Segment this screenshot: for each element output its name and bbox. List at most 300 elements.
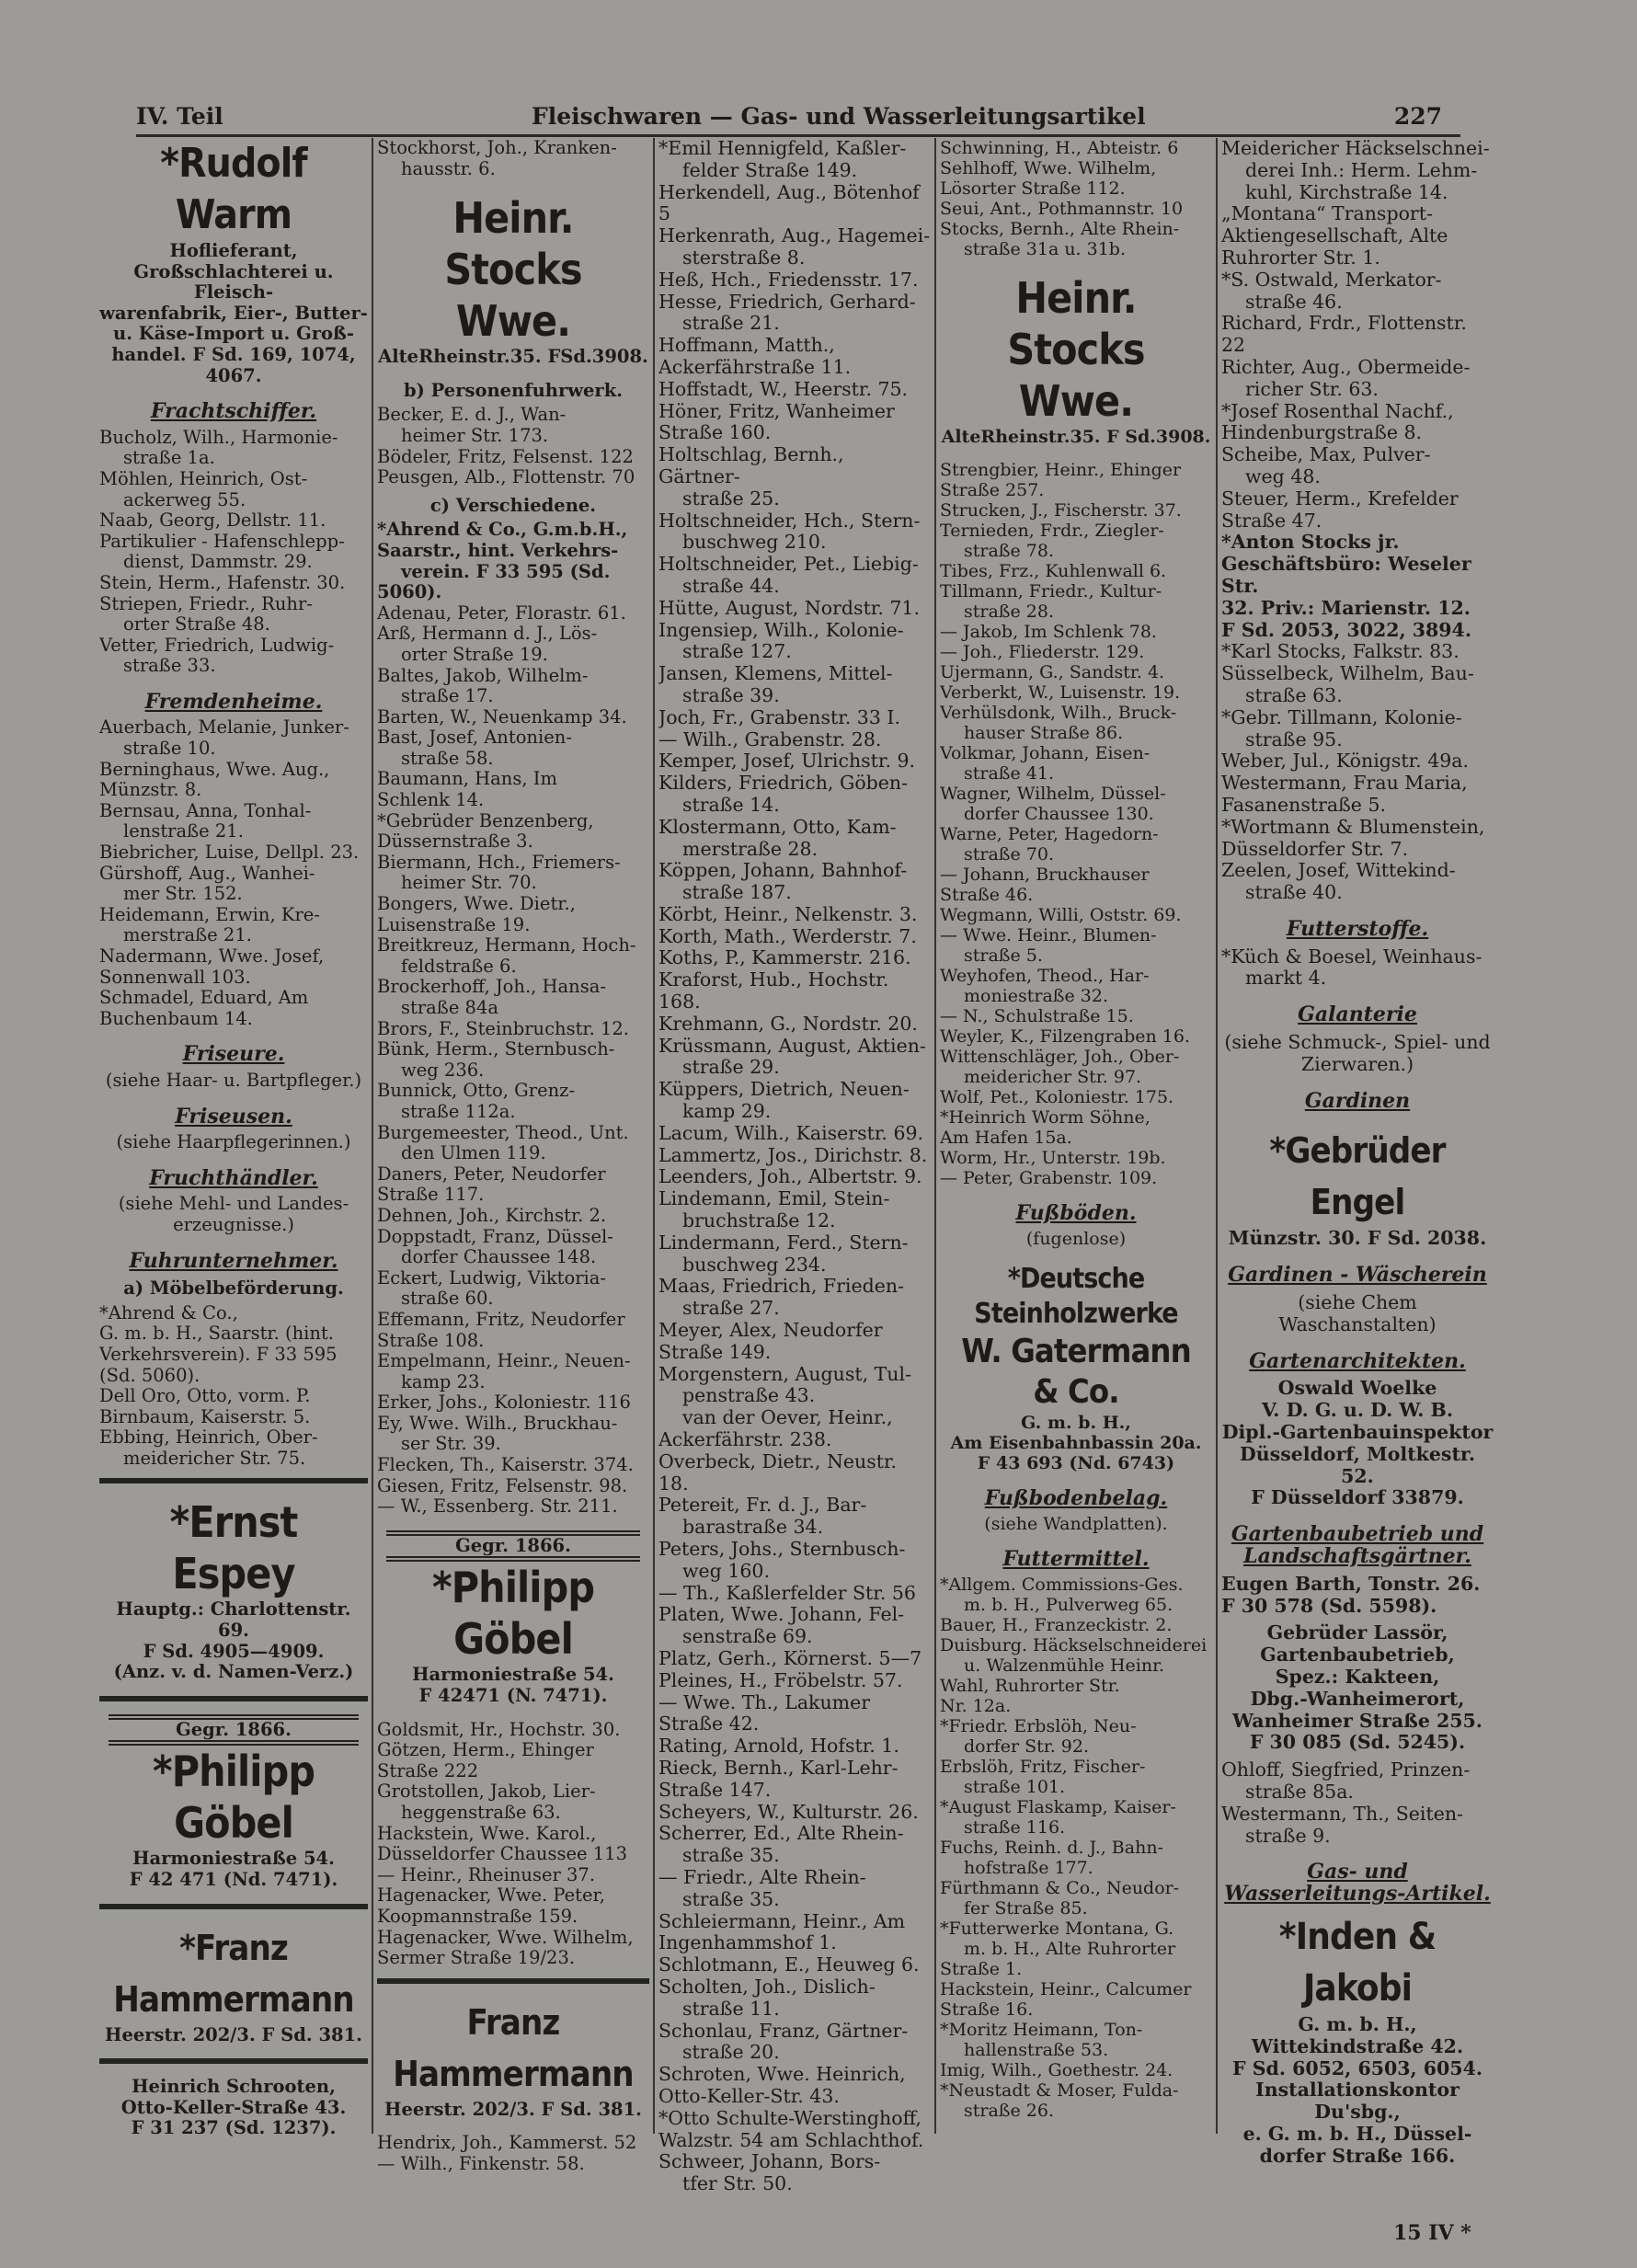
- entry-line: orter Straße 19.: [401, 643, 548, 665]
- column-rule: [934, 138, 936, 2134]
- entry-line: straße 9.: [1245, 1824, 1331, 1847]
- entry-line: — Friedr., Alte Rhein-: [658, 1865, 866, 1888]
- list-futterstoffe: [1221, 946, 1494, 991]
- entry-line: orter Straße 48.: [123, 613, 270, 636]
- column-3: [658, 138, 931, 2198]
- entry-line: straße 31a u. 31b.: [964, 239, 1127, 259]
- entry-line: Bernsau, Anna, Tonhal-: [99, 799, 312, 821]
- entry-line: Lindemann, Emil, Stein-: [658, 1187, 890, 1210]
- entry-line: Großschlachterei u. Fleisch-: [133, 260, 334, 304]
- entry-line: kuhl, Kirchstraße 14.: [1245, 180, 1448, 203]
- heading-fuhrunternehmer: Fuhrunternehmer.: [129, 1248, 338, 1273]
- entry-line: Dehnen, Joh., Kirchstr. 2.: [377, 1204, 607, 1226]
- entry-line: Götzen, Herm., Ehinger: [377, 1739, 594, 1761]
- entry-line: *Karl Stocks, Falkstr. 83.: [1221, 640, 1460, 663]
- entry-line: Erker, Johs., Koloniestr. 116: [377, 1392, 631, 1414]
- entry-line: ser Str. 39.: [401, 1433, 501, 1455]
- entry-line: Straße 46.: [940, 885, 1034, 905]
- entry-line: u. Käse-Import u. Groß-: [113, 323, 354, 345]
- entry-line: derei Inh.: Herm. Lehm-: [1245, 158, 1478, 181]
- entry-line: *S. Ostwald, Merkator-: [1221, 268, 1442, 291]
- heading-fussbodenbelag: Fußbodenbelag.: [984, 1486, 1168, 1510]
- section-label: IV. Teil: [136, 103, 223, 130]
- entry-line: dorfer Straße 166.: [1259, 2144, 1456, 2167]
- entry-line: heggenstraße 63.: [401, 1802, 561, 1823]
- entry-line: Maas, Friedrich, Frieden-: [658, 1275, 904, 1298]
- ad-title: *Ernst Espey: [169, 1497, 298, 1599]
- entry-line: Tillmann, Friedr., Kultur-: [940, 581, 1162, 601]
- entry-line: straße 101.: [964, 1777, 1066, 1797]
- entry-line: Straße 147.: [658, 1778, 772, 1801]
- entry-line: Effemann, Fritz, Neudorfer: [377, 1308, 625, 1330]
- entry-line: *August Flaskamp, Kaiser-: [940, 1797, 1176, 1817]
- entry-line: Körbt, Heinr., Nelkenstr. 3.: [658, 902, 918, 925]
- ad-woelke: [1221, 1378, 1494, 1509]
- heading-friseure: Friseure.: [182, 1042, 285, 1067]
- entry-line: — Wilh., Grabenstr. 28.: [658, 727, 882, 750]
- entry-line: verein. F 33 595 (Sd.: [401, 560, 611, 582]
- ad-schrooten: [99, 2077, 368, 2139]
- entry-line: Wanheimer Straße 255.: [1232, 1709, 1482, 1732]
- entry-line: merstraße 21.: [123, 924, 252, 946]
- entry-line: *Futterwerke Montana, G.: [940, 1919, 1174, 1939]
- entry-line: Süsselbeck, Wilhelm, Bau-: [1221, 662, 1474, 685]
- entry-line: Schleiermann, Heinr., Am: [658, 1909, 906, 1932]
- entry-line: ackerweg 55.: [123, 488, 246, 510]
- entry-line: F Sd. 6052, 6503, 6054.: [1232, 2056, 1482, 2079]
- entry-line: Lammertz, Jos., Dirichstr. 8.: [658, 1143, 928, 1166]
- entry-line: F 30 085 (Sd. 5245).: [1249, 1731, 1466, 1754]
- entry-line: straße 46.: [1245, 290, 1343, 313]
- entry-line: *Gebr. Tillmann, Kolonie-: [1221, 705, 1462, 728]
- ad-line: Heerstr. 202/3. F Sd. 381.: [105, 2023, 362, 2045]
- entry-line: Nr. 12a.: [940, 1696, 1012, 1716]
- entry-line: Aktiengesellschaft, Alte: [1221, 224, 1448, 247]
- heading-galanterie: Galanterie: [1298, 1002, 1417, 1027]
- entry-line: straße 95.: [1245, 727, 1343, 750]
- entry-line: — W., Essenberg. Str. 211.: [377, 1495, 618, 1518]
- entry-line: Buchenbaum 14.: [99, 1007, 253, 1029]
- heading-gartenarchitekten: Gartenarchitekten.: [1249, 1348, 1466, 1373]
- entry-line: Bunnick, Otto, Grenz-: [377, 1080, 576, 1102]
- entry-line: straße 1a.: [123, 447, 215, 469]
- list-more: [1221, 1759, 1494, 1847]
- entry-line: Leenders, Joh., Albertstr. 9.: [658, 1165, 922, 1188]
- heading-frachtschiffer: Frachtschiffer.: [150, 399, 317, 424]
- entry-line: Strengbier, Heinr., Ehinger: [940, 460, 1182, 480]
- entry-line: straße 25.: [682, 487, 780, 510]
- entry-line: Kilders, Friedrich, Göben-: [658, 772, 909, 795]
- entry-line: Hesse, Friedrich, Gerhard-: [658, 290, 916, 313]
- entry-ahrend: [377, 520, 649, 602]
- entry-line: — Wwe. Th., Lakumer: [658, 1690, 871, 1713]
- entry-line: lenstraße 21.: [123, 820, 244, 842]
- ad-inden-jakobi: [1221, 1911, 1494, 2168]
- heading-gas-wasser: Gas- und Wasserleitungs-Artikel.: [1224, 1860, 1491, 1907]
- entry-line: Baltes, Jakob, Wilhelm-: [377, 664, 589, 686]
- ad-franz-hammermann: [99, 1922, 368, 2046]
- entry-line: fer Straße 85.: [964, 1898, 1088, 1919]
- entry-line: Bucholz, Wilh., Harmonie-: [99, 426, 338, 448]
- entry-line: Straße 16.: [940, 1999, 1034, 2020]
- entry-line: weg 48.: [1245, 464, 1321, 487]
- entry-line: Otto-Keller-Str. 43.: [658, 2084, 840, 2107]
- entry-line: Sermer Straße 19/23.: [377, 1947, 576, 1969]
- column-1: [99, 138, 368, 2198]
- entry-line: straße 11.: [682, 1997, 780, 2020]
- list-after: [377, 1720, 649, 1969]
- entry-line: sterstraße 8.: [682, 246, 806, 269]
- entry-line: Empelmann, Heinr., Neuen-: [377, 1350, 631, 1372]
- page-number: 227: [1393, 103, 1442, 130]
- entry-line: Harmoniestraße 54.: [132, 1848, 335, 1870]
- entry-line: straße 44.: [682, 574, 780, 597]
- entry-line: Straße 117.: [377, 1184, 485, 1206]
- ad-lines: [1221, 2014, 1494, 2168]
- entry-line: Eckert, Ludwig, Viktoria-: [377, 1266, 607, 1289]
- entry-line: Koopmannstraße 159.: [377, 1905, 578, 1927]
- entry-line: Vetter, Friedrich, Ludwig-: [99, 634, 335, 656]
- entry-line: Straße 222: [377, 1759, 479, 1781]
- entry-line: Heidemann, Erwin, Kre-: [99, 903, 320, 925]
- entry-line: Tibes, Frz., Kuhlenwall 6.: [940, 561, 1167, 581]
- entry-line: Holtschneider, Pet., Liebig-: [658, 553, 919, 576]
- entry-line: Otto-Keller-Straße 43.: [120, 2096, 347, 2118]
- entry-line: Straße 1.: [940, 1959, 1023, 1979]
- entry-line: straße 84a: [401, 997, 498, 1018]
- entry-line: Am Eisenbahnbassin 20a.: [950, 1433, 1202, 1453]
- entry-line: Düsseldorfer Str. 7.: [1221, 837, 1409, 860]
- entry-line: barastraße 34.: [682, 1516, 824, 1539]
- entry-line: van der Oever, Heinr.,: [682, 1406, 893, 1429]
- entry-line: Eugen Barth, Tonstr. 26.: [1221, 1572, 1481, 1595]
- note-gardinen-waescherei: (siehe Chem Waschanstalten): [1278, 1291, 1437, 1335]
- entry-line: Biebricher, Luise, Dellpl. 23.: [99, 842, 360, 864]
- entry-line: Jansen, Klemens, Mittel-: [658, 662, 893, 685]
- divider: [99, 2058, 368, 2064]
- entry-line: *Emil Hennigfeld, Kaßler-: [658, 138, 907, 159]
- entry-line: *Anton Stocks jr.: [1221, 531, 1400, 554]
- footer-signature: 15 IV *: [1393, 2221, 1471, 2245]
- entry-line: Worm, Hr., Unterstr. 19b.: [940, 1148, 1166, 1168]
- entry-line: straße 85a.: [1245, 1781, 1354, 1803]
- note-fussbodenbelag: (siehe Wandplatten).: [984, 1514, 1168, 1534]
- entry-line: Petereit, Fr. d. J., Bar-: [658, 1494, 867, 1517]
- ad-lines: [1221, 1622, 1494, 1754]
- entry-line: F 42471 (N. 7471).: [418, 1685, 608, 1707]
- entry-line: Steuer, Herm., Krefelder: [1221, 487, 1459, 510]
- ad-lines: [377, 1665, 649, 1706]
- entry-line: Verberkt, W., Luisenstr. 19.: [940, 682, 1181, 703]
- entry-line: Herkendell, Aug., Bötenhof 5: [658, 180, 920, 225]
- entry-line: *Otto Schulte-Werstinghoff,: [658, 2106, 922, 2129]
- entry-line: Ruhrorter Str. 1.: [1221, 246, 1380, 269]
- entry-line: Ey, Wwe. Wilh., Bruckhau-: [377, 1412, 618, 1434]
- entry-line: dorfer Chaussee 148.: [401, 1246, 597, 1268]
- ad-title: *Gebrüder Engel: [1269, 1130, 1446, 1223]
- entry-line: Heß, Hch., Friedensstr. 17.: [658, 268, 919, 291]
- entry-line: kamp 29.: [682, 1100, 772, 1123]
- ad-founded: Gegr. 1866.: [386, 1530, 640, 1563]
- entry-line: 5060).: [377, 581, 442, 603]
- entry-line: straße 33.: [123, 655, 216, 677]
- entry-line: Wolf, Pet., Koloniestr. 175.: [940, 1087, 1174, 1107]
- ad-title: *Rudolf Warm: [160, 140, 307, 238]
- entry-line: Koths, P., Kammerstr. 216.: [658, 946, 911, 969]
- entry-line: Biermann, Hch., Friemers-: [377, 851, 621, 873]
- entry-line: F 42 471 (Nd. 7471).: [129, 1869, 338, 1891]
- entry-line: Ingensiep, Wilh., Kolonie-: [658, 618, 904, 641]
- entry-line: F Sd. 4905—4909.: [143, 1640, 325, 1662]
- entry-line: buschweg 210.: [682, 531, 827, 554]
- entry-line: Strucken, J., Fischerstr. 37.: [940, 500, 1182, 521]
- entry-line: *Ahrend & Co., G.m.b.H.,: [377, 519, 628, 541]
- entry-line: heimer Str. 173.: [401, 424, 549, 446]
- divider: [377, 1978, 649, 1984]
- entry-line: straße 10.: [123, 738, 216, 760]
- entry-line: Daners, Peter, Neudorfer: [377, 1163, 606, 1185]
- entry-line: Hendrix, Joh., Kammerst. 52: [377, 2132, 637, 2154]
- entry-line: Ujermann, G., Sandstr. 4.: [940, 662, 1165, 682]
- column-2: [377, 138, 649, 2198]
- ad-lines: [1221, 1378, 1494, 1509]
- entry-line: 4067.: [205, 364, 262, 386]
- entry-line: straße 187.: [682, 881, 792, 904]
- ad-title: *Franz Hammermann: [113, 1927, 354, 2020]
- entry-line: Hagenacker, Wwe. Wilhelm,: [377, 1926, 634, 1948]
- list-top: [1221, 138, 1494, 532]
- entry-line: straße 63.: [1245, 683, 1343, 706]
- entry-line: feldstraße 6.: [401, 955, 517, 977]
- entry-line: Striepen, Friedr., Ruhr-: [99, 592, 313, 614]
- heading-futtermittel: Futtermittel.: [1002, 1547, 1150, 1571]
- ad-lines: [99, 1599, 368, 1682]
- entry-line: dienst, Dammstr. 29.: [123, 551, 313, 573]
- entry-line: Peusgen, Alb., Flottenstr. 70: [377, 466, 635, 488]
- ad-franz-hammermann-2: [377, 1997, 649, 2121]
- entry-line: straße 58.: [401, 747, 494, 769]
- entry-line: Rating, Arnold, Hofstr. 1.: [658, 1735, 899, 1758]
- entry-line: Wegmann, Willi, Oststr. 69.: [940, 905, 1182, 925]
- entry-line: Stockhorst, Joh., Kranken-: [377, 138, 617, 158]
- note-fussboeden: (fugenlose): [1025, 1229, 1127, 1249]
- entry-line: Grotstollen, Jakob, Lier-: [377, 1781, 596, 1803]
- entry-line: m. b. H., Alte Ruhrorter: [964, 1939, 1176, 1959]
- ad-lines: [940, 1413, 1212, 1473]
- entry-line: Straße 42.: [658, 1712, 760, 1735]
- entry-line: straße 29.: [682, 1056, 780, 1079]
- entry-line: Meyer, Alex, Neudorfer: [658, 1319, 883, 1342]
- entry-line: *Friedr. Erbslöh, Neu-: [940, 1716, 1137, 1736]
- entry-line: Auerbach, Melanie, Junker-: [99, 716, 349, 739]
- entry-line: Hackstein, Heinr., Calcumer: [940, 1979, 1192, 1999]
- entry-line: Fasanenstraße 5.: [1221, 793, 1387, 816]
- entry-line: *Ahrend & Co.,: [99, 1301, 238, 1323]
- list-personenfuhrwerk: [377, 405, 649, 487]
- entry-line: Dell Oro, Otto, vorm. P.: [99, 1385, 311, 1407]
- entry-line: straße 60.: [401, 1288, 494, 1310]
- entry-line: straße 17.: [401, 685, 494, 707]
- entry-line: Wittekindstraße 42.: [1251, 2034, 1464, 2057]
- entry-line: Am Hafen 15a.: [940, 1128, 1072, 1148]
- entry-line: Harmoniestraße 54.: [412, 1664, 614, 1686]
- entry-line: Platen, Wwe. Johann, Fel-: [658, 1603, 905, 1626]
- entry-line: V. D. G. u. D. W. B.: [1261, 1399, 1454, 1422]
- entry-line: F Sd. 2053, 3022, 3894.: [1221, 618, 1471, 641]
- entry-line: Schmadel, Eduard, Am: [99, 987, 309, 1009]
- entry-line: Straße 160.: [658, 421, 772, 444]
- column-rule: [653, 138, 655, 2134]
- heading-fremdenheime: Fremdenheime.: [144, 689, 323, 714]
- list-mid: [1221, 641, 1494, 904]
- entry-line: Sonnenwall 103.: [99, 966, 251, 988]
- entry-stocks-jr: [1221, 532, 1494, 641]
- ad-line: AlteRheinstr.35. F Sd.3908.: [941, 427, 1211, 447]
- entry-line: Scheyers, W., Kulturstr. 26.: [658, 1800, 919, 1823]
- entry-line: Weber, Jul., Königstr. 49a.: [1221, 750, 1470, 773]
- list-mid: [940, 460, 1212, 1188]
- entry-line: „Montana“ Transport-: [1221, 202, 1433, 225]
- ad-line: AlteRheinstr.35. FSd.3908.: [378, 346, 648, 368]
- ad-lines: [99, 2077, 368, 2139]
- entry-line: Bauer, H., Franzeckistr. 2.: [940, 1615, 1173, 1635]
- ad-philipp-goebel: [99, 1714, 368, 1891]
- entry-line: Partikulier - Hafenschlepp-: [99, 530, 345, 552]
- entry-line: straße 20.: [682, 2041, 780, 2064]
- entry-line: Holtschlag, Bernh., Gärtner-: [658, 443, 844, 487]
- entry-line: Ingenhammshof 1.: [658, 1931, 837, 1954]
- entry-line: Sehlhoff, Wwe. Wilhelm,: [940, 158, 1157, 178]
- list-fuhrunternehmer: [99, 1303, 368, 1470]
- entry-line: Birnbaum, Kaiserstr. 5.: [99, 1405, 311, 1427]
- entry-line: Hauptg.: Charlottenstr. 69.: [116, 1598, 351, 1642]
- entry-line: straße 35.: [682, 1887, 780, 1910]
- entry-line: Doppstadt, Franz, Düssel-: [377, 1225, 613, 1247]
- entry-line: Rieck, Bernh., Karl-Lehr-: [658, 1756, 899, 1779]
- entry-line: straße 70.: [964, 844, 1054, 865]
- entry-line: meidericher Str. 75.: [123, 1447, 306, 1469]
- entry-line: Kemper, Josef, Ulrichstr. 9.: [658, 750, 916, 773]
- entry-line: Heinrich Schrooten,: [132, 2076, 336, 2098]
- entry-line: 32. Priv.: Marienstr. 12.: [1221, 596, 1471, 619]
- entry-line: weg 160.: [682, 1559, 770, 1582]
- entry-line: Köppen, Johann, Bahnhof-: [658, 859, 908, 882]
- entry-line: *Allgem. Commissions-Ges.: [940, 1575, 1184, 1595]
- ad-philipp-goebel-2: [377, 1530, 649, 1707]
- entry-line: richer Str. 63.: [1245, 377, 1379, 400]
- divider: [99, 1696, 368, 1701]
- divider: [99, 1478, 368, 1483]
- entry-line: *Gebrüder Benzenberg,: [377, 809, 594, 831]
- entry-line: Platz, Gerh., Körnerst. 5—7: [658, 1646, 922, 1669]
- entry-line: Dipl.-Gartenbauinspektor: [1221, 1421, 1494, 1444]
- ad-title: Heinr. Stocks Wwe.: [1007, 273, 1145, 426]
- entry-line: (Anz. v. d. Namen-Verz.): [113, 1661, 354, 1683]
- entry-line: — Joh., Fliederstr. 129.: [940, 642, 1145, 662]
- entry-line: senstraße 69.: [682, 1625, 813, 1648]
- ad-title: Franz Hammermann: [393, 2001, 634, 2094]
- heading-fussboeden: Fußböden.: [1015, 1201, 1137, 1225]
- entry-line: Becker, E. d. J., Wan-: [377, 404, 567, 426]
- entry-line: G. m. b. H., Saarstr. (hint.: [99, 1323, 334, 1345]
- entry-line: *Neustadt & Moser, Fulda-: [940, 2080, 1179, 2101]
- entry-line: Baumann, Hans, Im: [377, 768, 557, 790]
- entry-line: G. m. b. H.,: [1021, 1413, 1131, 1433]
- heading-friseusen: Friseusen.: [175, 1104, 292, 1128]
- entry-line: Hackstein, Wwe. Karol.,: [377, 1822, 597, 1844]
- entry-line: straße 41.: [964, 763, 1054, 784]
- entry-line: kamp 23.: [401, 1370, 486, 1392]
- entry-line: handel. F Sd. 169, 1074,: [111, 343, 356, 365]
- entry-line: Brockerhoff, Joh., Hansa-: [377, 976, 606, 998]
- sub-verschiedene: c) Verschiedene.: [429, 494, 597, 516]
- entry-line: G. m. b. H.,: [1298, 2012, 1417, 2035]
- ad-steinholzwerke: [940, 1262, 1212, 1473]
- entry-line: Verkehrsverein). F 33 595: [99, 1343, 338, 1365]
- entry-line: Nadermann, Wwe. Josef,: [99, 945, 325, 967]
- entry-line: Weyhofen, Theod., Har-: [940, 966, 1150, 986]
- entry-line: Bongers, Wwe. Dietr.,: [377, 893, 576, 915]
- entry-line: hofstraße 177.: [964, 1858, 1093, 1878]
- list-futtermittel: [940, 1575, 1212, 2121]
- entry-line: Meidericher Häckselschnei-: [1221, 138, 1490, 159]
- entry-line: *Heinrich Worm Söhne,: [940, 1107, 1150, 1128]
- entry-line: straße 127.: [682, 640, 792, 663]
- entry-line: Straße 47.: [1221, 509, 1322, 532]
- entry-line: e. G. m. b. H., Düssel-: [1242, 2122, 1472, 2145]
- entry-line: Kraforst, Hub., Hochstr. 168.: [658, 968, 889, 1014]
- entry-line: Burgemeester, Theod., Unt.: [377, 1121, 629, 1143]
- note-fruchthaendler: (siehe Mehl- und Landes-erzeugnisse.): [118, 1193, 349, 1235]
- entry-line: Giesen, Fritz, Felsenstr. 98.: [377, 1474, 628, 1496]
- entry-line: Lacum, Wilh., Kaiserstr. 69.: [658, 1121, 924, 1144]
- entry-line: Küppers, Dietrich, Neuen-: [658, 1078, 910, 1101]
- ad-gebrueder-engel: [1221, 1125, 1494, 1250]
- entry-line: — Wilh., Finkenstr. 58.: [377, 2152, 585, 2174]
- entry-line: Fuchs, Reinh. d. J., Bahn-: [940, 1838, 1163, 1858]
- ad-lines: [99, 241, 368, 386]
- entry-line: Arß, Hermann d. J., Lös-: [377, 623, 598, 645]
- entry-line: Ohloff, Siegfried, Prinzen-: [1221, 1758, 1471, 1781]
- entry-line: Stocks, Bernh., Alte Rhein-: [940, 219, 1180, 239]
- entry-line: *Wortmann & Blumenstein,: [1221, 815, 1485, 838]
- entry-line: Adenau, Peter, Florastr. 61.: [377, 601, 626, 624]
- entry-line: Lindermann, Ferd., Stern-: [658, 1231, 909, 1254]
- divider: [99, 1904, 368, 1909]
- entry-line: (Sd. 5060).: [99, 1364, 200, 1386]
- ad-title: *Deutsche Steinholzwerke: [974, 1263, 1178, 1330]
- entry-line: Naab, Georg, Dellstr. 11.: [99, 510, 326, 532]
- entry-line: F 30 578 (Sd. 5598).: [1221, 1594, 1437, 1617]
- entry-line: hausstr. 6.: [401, 157, 496, 179]
- heading-futterstoffe: Futterstoffe.: [1286, 916, 1429, 941]
- entry-line: Gartenbaubetrieb,: [1260, 1644, 1455, 1667]
- entry-line: Schweer, Johann, Bors-: [658, 2150, 881, 2173]
- entry-line: Schonlau, Franz, Gärtner-: [658, 2019, 909, 2042]
- entry-line: F 43 693 (Nd. 6743): [977, 1453, 1175, 1473]
- entry-line: Lösorter Straße 112.: [940, 178, 1126, 199]
- entry-line: Münzstr. 8.: [99, 779, 202, 801]
- entry-line: Schlenk 14.: [377, 789, 485, 811]
- entry-line: — Wwe. Heinr., Blumen-: [940, 925, 1157, 945]
- heading-fruchthaendler: Fruchthändler.: [149, 1165, 318, 1190]
- entry-line: straße 78.: [964, 541, 1054, 561]
- entry-line: tfer Str. 50.: [682, 2172, 793, 2195]
- running-title: Fleischwaren — Gas- und Wasserleitungsartikel: [532, 103, 1146, 130]
- column-rule: [372, 138, 373, 2134]
- entry-line: Wittenschläger, Joh., Ober-: [940, 1047, 1180, 1067]
- entry-line: felder Straße 149.: [682, 158, 858, 181]
